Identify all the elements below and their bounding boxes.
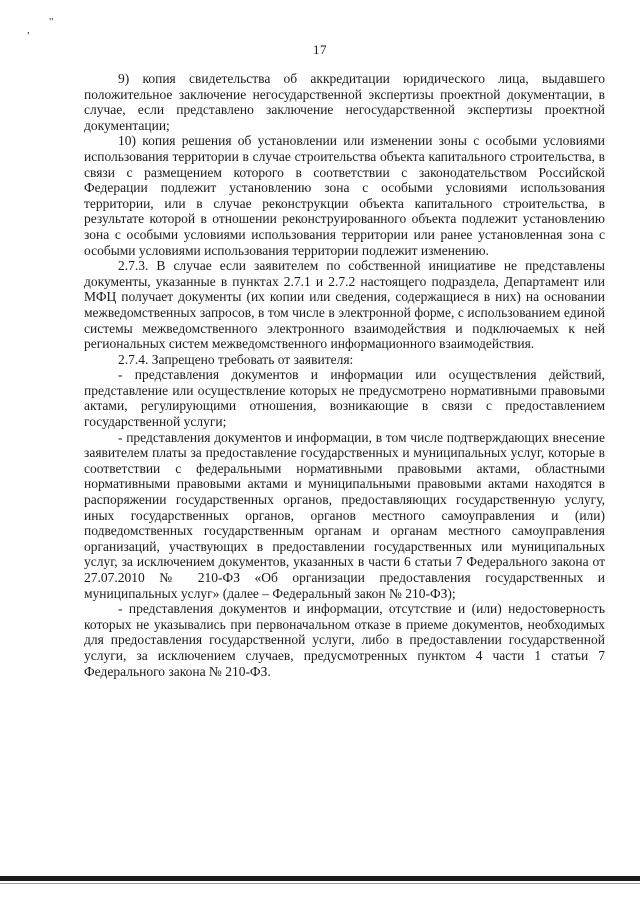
paragraph-item-9: 9) копия свидетельства об аккредитации юридического лица, выдавшего положительное заключение негосударственной экспертизы проектной документации, в случае, если представлено заключение негосударственной экспертизы проектной документации; <box>84 71 605 133</box>
bottom-divider <box>0 876 640 881</box>
bottom-divider-thin <box>0 883 640 884</box>
page-number: 17 <box>313 42 327 57</box>
paragraph-2-7-4: 2.7.4. Запрещено требовать от заявителя: <box>118 351 354 367</box>
list-item-dash: - представления документов и информации, отсутствие и (или) недостоверность которых не указывались при первоначальном отказе в приеме документов, необходимых для предоставления государственной услуги, либо в предоставлении государственной услуги, за исключением случаев, предусмотренных пунктом 4 части 1 статьи 7 Федерального закона № 210-ФЗ. <box>84 601 605 679</box>
list-item-dash: - представления документов и информации или осуществления действий, представление или осуществление которых не предусмотрено нормативными правовыми актами, регулирующими отношения, возникающие в связи с предоставлением государственной услуги; <box>84 367 605 430</box>
margin-mark: , <box>27 24 30 36</box>
list-item-dash: - представления документов и информации, в том числе подтверждающих внесение заявителем платы за предоставление государственных и муниципальных услуг, которые в соответствии с федеральными нормативными правовыми актами, областными нормативными правовыми актами и муниципальными правовыми актами находятся в распоряжении государственных органов, предоставляющих государственную услугу, иных государственных органов, органов местного самоуправления и (или) подведомственных государственным органам и органам местного самоуправления организаций, участвующих в предоставлении государственных или муниципальных услуг, за исключением документов, указанных в части 6 статьи 7 Федерального закона от 27.07.2010 № 210-ФЗ «Об организации предоставления государственных и муниципальных услуг» (далее – Федеральный закон № 210-ФЗ); <box>84 429 605 601</box>
document-body <box>84 71 605 679</box>
paragraph-2-7-3: 2.7.3. В случае если заявителем по собственной инициативе не представлены документы, указанные в пунктах 2.7.1 и 2.7.2 настоящего подраздела, Департамент или МФЦ получает документы (их копии или сведения, содержащиеся в них) на основании межведомственных запросов, в том числе в электронной форме, с использованием единой системы межведомственного электронного взаимодействия и подключаемых к ней региональных систем межведомственного информационного взаимодействия. <box>84 258 605 352</box>
paragraph-item-10: 10) копия решения об установлении или изменении зоны с особыми условиями использования территории в случае строительства объекта капитального строительства, в связи с размещением которого в соответствии с законодательством Российской Федерации подлежит установлению зона с особыми условиями использования территории, или в случае реконструкции объекта капитального строительства, в результате которой в отношении реконструированного объекта подлежит установлению зона с особыми условиями использования территории или ранее установленная зона с особыми условиями использования территории подлежит изменению. <box>84 133 605 258</box>
margin-mark: " <box>49 16 54 28</box>
